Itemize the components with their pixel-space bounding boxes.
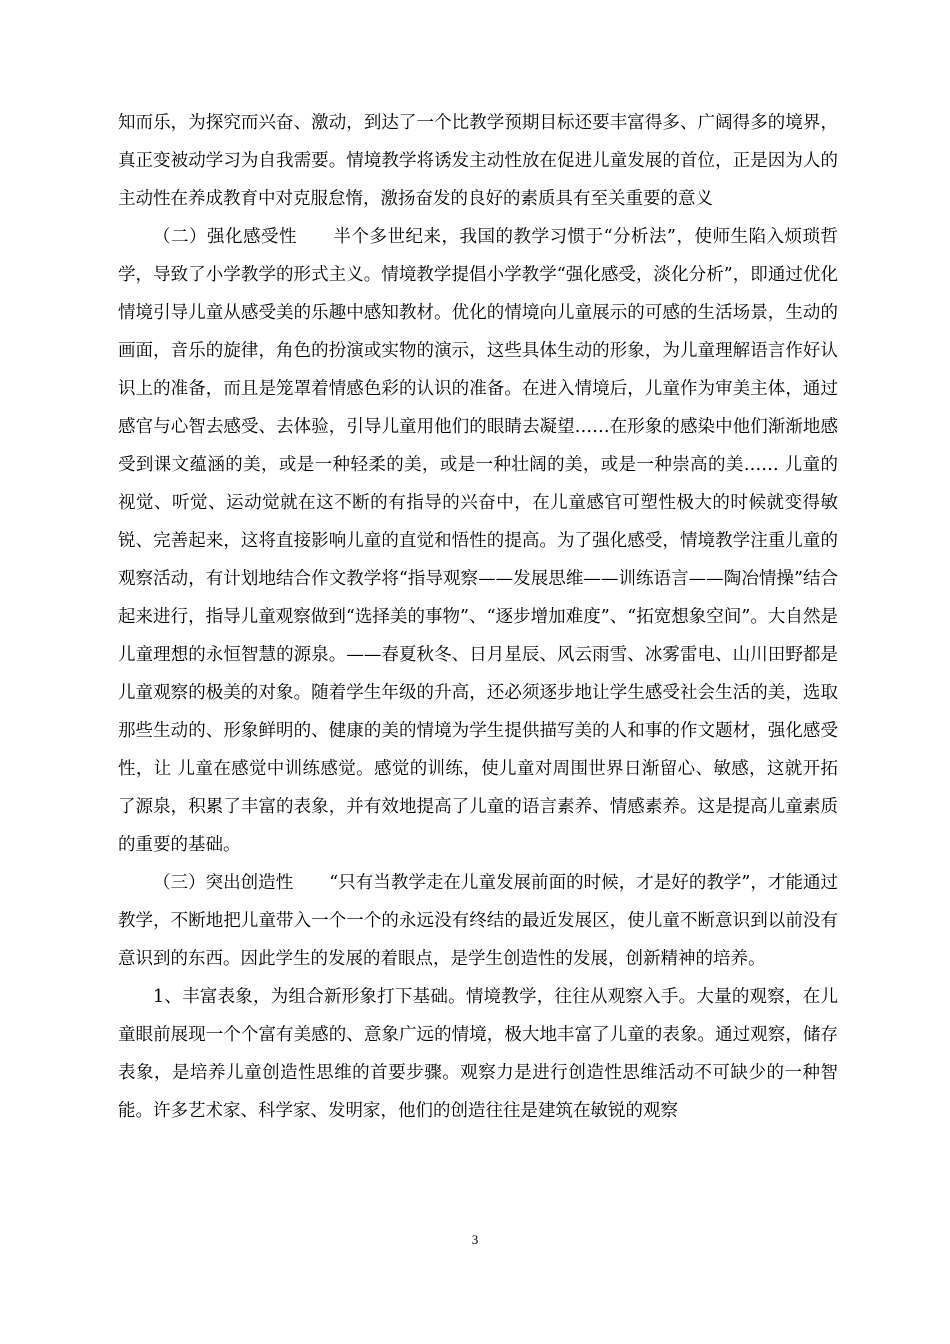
document-body: [118, 104, 838, 1130]
section-heading-three: （三）突出创造性: [153, 873, 294, 893]
section-body-two: 半个多世纪来，我国的教学习惯于“分析法”，使师生陷入烦琐哲学，导致了小学教学的形式主义。情境教学提倡小学教学“强化感受，淡化分析”，即通过优化情境引导儿童从感受美的乐趣中感知教材。优化的情境向儿童展示的可感的生活场景，生动的画面，音乐的旋律，角色的扮演或实物的演示，这些具体生动的形象，为儿童理解语言作好认识上的准备，而且是笼罩着情感色彩的认识的准备。在进入情境后，儿童作为审美主体，通过感官与心智去感受、去体验，引导儿童用他们的眼睛去凝望……在形象的感染中他们渐渐地感受到课文蕴涵的美，或是一种轻柔的美，或是一种壮阔的美，或是一种崇高的美…… 儿童的视觉、听觉、运动觉就在这不断的有指导的兴奋中，在儿童感官可塑性极大的时候就变得敏锐、完善起来，这将直接影响儿童的直觉和悟性的提高。为了强化感受，情境教学注重儿童的观察活动，有计划地结合作文教学将“指导观察——发展思维——训练语言——陶冶情操”结合起来进行，指导儿童观察做到“选择美的事物”、“逐步增加难度”、“拓宽想象空间”。大自然是儿童理想的永恒智慧的源泉。——春夏秋冬、日月星辰、风云雨雪、冰雾雷电、山川田野都是儿童观察的极美的对象。随着学生年级的升高，还必须逐步地让学生感受社会生活的美，选取那些生动的、形象鲜明的、健康的美的情境为学生提供描写美的人和事的作文题材，强化感受性，让 儿童在感觉中训练感觉。感觉的训练，使儿童对周围世界日渐留心、敏感，这就开拓了源泉，积累了丰富的表象，并有效地提高了儿童的语言素养、情感素养。这是提高儿童素质的重要的基础。: [118, 227, 838, 855]
page-number: 3: [471, 1232, 479, 1247]
section-heading-two: （二）强化感受性: [153, 227, 298, 247]
paragraph-continuation: 知而乐，为探究而兴奋、激动，到达了一个比教学预期目标还要丰富得多、广阔得多的境界，真正变被动学习为自我需要。情境教学将诱发主动性放在促进儿童发展的首位，正是因为人的主动性在养成教育中对克服怠惰，激扬奋发的良好的素质具有至关重要的意义: [118, 113, 838, 209]
section-body-three: “只有当教学走在儿童发展前面的时候，才是好的教学”，才能通过教学，不断地把儿童带入一个一个的永远没有终结的最近发展区，使儿童不断意识到以前没有意识到的东西。因此学生的发展的着眼点，是学生创造性的发展，创新精神的培养。: [118, 873, 838, 969]
paragraph-item-one: 1、丰富表象，为组合新形象打下基础。情境教学，往往从观察入手。大量的观察，在儿童眼前展现一个个富有美感的、意象广远的情境，极大地丰富了儿童的表象。通过观察，储存表象，是培养儿童创造性思维的首要步骤。观察力是进行创造性思维活动不可缺少的一种智能。许多艺术家、科学家、发明家，他们的创造往往是建筑在敏锐的观察: [118, 987, 838, 1121]
paragraph-section-three: [118, 864, 838, 978]
paragraph-section-two: [118, 218, 838, 864]
